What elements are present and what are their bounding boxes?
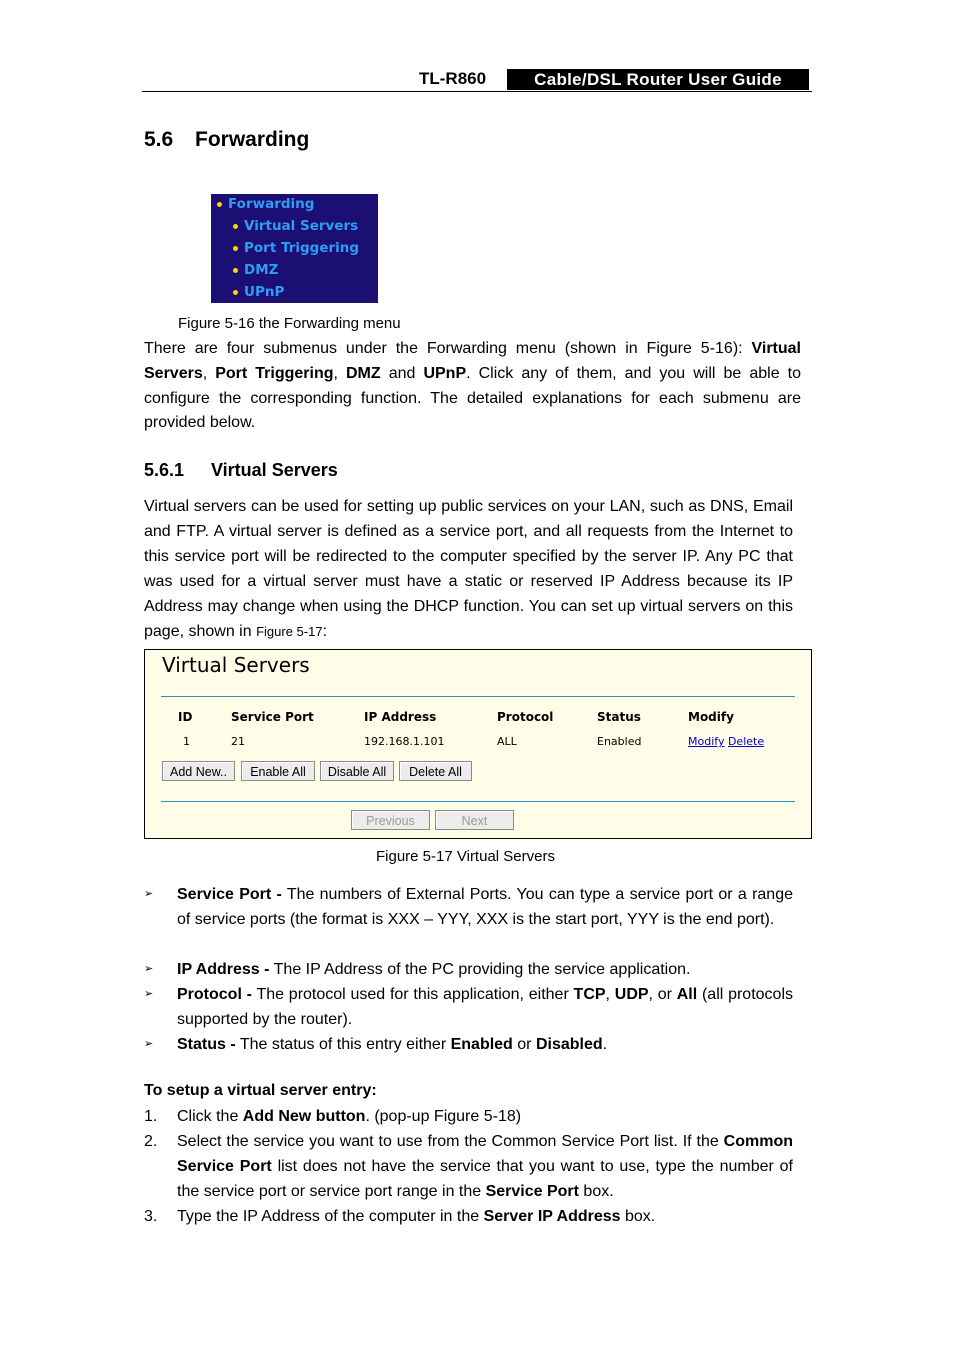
figure-reference: Figure 5-17	[256, 624, 323, 639]
bullet-ip-address	[177, 957, 793, 982]
bold-term: Service Port	[485, 1183, 579, 1200]
menu-item-forwarding[interactable]	[228, 194, 314, 214]
bullet-arrow-icon: ➢	[144, 988, 154, 1000]
col-header-id: ID	[178, 710, 193, 724]
modify-link[interactable]: Modify	[688, 735, 725, 748]
divider	[161, 696, 795, 697]
bold-term: All	[676, 986, 698, 1003]
text: , or	[648, 986, 677, 1003]
cell-protocol: ALL	[497, 735, 517, 748]
col-header-status: Status	[597, 710, 641, 724]
next-button[interactable]: Next	[435, 810, 514, 830]
cell-id: 1	[183, 735, 190, 748]
bullet-dot-icon	[217, 202, 222, 207]
step-number: 1.	[144, 1108, 158, 1125]
bullet-label: Status -	[177, 1036, 236, 1053]
col-header-modify: Modify	[688, 710, 734, 724]
bold-term: Common Service Port	[177, 1133, 793, 1175]
divider	[161, 801, 795, 802]
text: The protocol used for this application, either	[251, 986, 574, 1003]
disable-all-button[interactable]: Disable All	[320, 761, 394, 781]
col-header-service-port: Service Port	[231, 710, 314, 724]
bold-term: Virtual Servers	[144, 340, 801, 382]
text: and	[380, 364, 424, 382]
menu-item-dmz[interactable]	[244, 260, 278, 280]
bold-term: Server IP Address	[483, 1208, 621, 1225]
header-model: TL-R860	[419, 69, 487, 88]
figure-caption: Figure 5-17 Virtual Servers	[376, 848, 555, 865]
bold-term: Disabled	[535, 1036, 603, 1053]
text: Click the	[177, 1108, 243, 1125]
text: . Click any of them, and you will be able to configure the corresponding function. The detailed explanations for each submenu are provided below.	[144, 364, 801, 432]
delete-link[interactable]: Delete	[727, 735, 765, 748]
text: (all protocols supported by the router).	[177, 986, 793, 1028]
text: The numbers of External Ports. You can type a service port or a range of service ports (the format is XXX – YYY, XXX is the start port, YYY is the end port).	[177, 886, 794, 928]
text: There are four submenus under the Forwarding menu (shown in Figure 5-16):	[144, 340, 752, 357]
text: .	[602, 1036, 608, 1053]
bold-term: TCP	[573, 986, 606, 1003]
bullet-arrow-icon: ➢	[144, 963, 154, 975]
delete-all-button[interactable]: Delete All	[399, 761, 472, 781]
subsection-number: 5.6.1	[144, 460, 185, 480]
col-header-ip-address: IP Address	[364, 710, 437, 724]
header-guide-title: Cable/DSL Router User Guide	[507, 69, 809, 90]
cell-ip-address: 192.168.1.101	[364, 735, 445, 748]
text: ,	[202, 364, 216, 382]
bullet-arrow-icon: ➢	[144, 888, 154, 900]
bold-term: Add New button	[242, 1108, 366, 1125]
step-2	[177, 1129, 793, 1204]
bold-term: UPnP	[423, 364, 467, 382]
cell-service-port: 21	[231, 735, 245, 748]
menu-item-label: Virtual Servers	[244, 218, 359, 234]
text: :	[322, 623, 328, 640]
text: Type the IP Address of the computer in the	[177, 1208, 484, 1225]
bullet-protocol	[177, 982, 793, 1032]
bullet-label: IP Address -	[177, 961, 270, 978]
section-number: 5.6	[144, 128, 174, 151]
bold-term: UDP	[614, 986, 649, 1003]
forwarding-menu	[211, 194, 378, 303]
text: or	[512, 1036, 536, 1053]
step-3	[177, 1204, 793, 1229]
menu-item-virtual-servers[interactable]	[244, 216, 358, 236]
header-rule	[142, 91, 812, 92]
text: Virtual servers can be used for setting up public services on your LAN, such as DNS, Email and FTP. A virtual server is defined as a service port, and all requests from the Internet to this service port will be redirected to the computer specified by the server IP. Any PC that was used for a virtual server must have a static or reserved IP Address because its IP Address may change when using the DHCP function. You can set up virtual servers on this page, shown in	[144, 498, 793, 640]
step-number: 3.	[144, 1208, 158, 1225]
text: box.	[620, 1208, 656, 1225]
bullet-dot-icon	[233, 224, 238, 229]
menu-item-label: UPnP	[244, 284, 285, 300]
intro-paragraph	[144, 337, 801, 436]
text: ,	[605, 986, 615, 1003]
enable-all-button[interactable]: Enable All	[241, 761, 315, 781]
bold-term: Port Triggering	[215, 364, 334, 382]
section-title: Forwarding	[195, 128, 310, 151]
menu-item-label: Port Triggering	[244, 240, 360, 256]
add-new-button[interactable]: Add New..	[162, 761, 235, 781]
virtual-servers-panel	[144, 649, 812, 839]
text: The status of this entry either	[235, 1036, 451, 1053]
col-header-protocol: Protocol	[497, 710, 554, 724]
bullet-label: Protocol -	[177, 986, 252, 1003]
bullet-dot-icon	[233, 268, 238, 273]
step-number: 2.	[144, 1133, 158, 1150]
text: The IP Address of the PC providing the service application.	[269, 961, 691, 978]
bold-term: DMZ	[346, 364, 381, 382]
figure-caption: Figure 5-16 the Forwarding menu	[178, 315, 401, 332]
cell-status: Enabled	[597, 735, 642, 748]
cell-modify	[688, 735, 764, 749]
menu-item-port-triggering[interactable]	[244, 238, 359, 258]
text: box.	[578, 1183, 614, 1200]
subsection-title: Virtual Servers	[211, 460, 338, 480]
bullet-service-port	[177, 882, 793, 932]
setup-heading: To setup a virtual server entry:	[144, 1082, 377, 1099]
section-heading	[144, 126, 309, 154]
bullet-arrow-icon: ➢	[144, 1038, 154, 1050]
bullet-dot-icon	[233, 290, 238, 295]
text: ,	[333, 364, 346, 382]
bullet-dot-icon	[233, 246, 238, 251]
step-1	[177, 1104, 793, 1129]
bullet-label: Service Port -	[177, 886, 282, 903]
bullet-status	[177, 1032, 793, 1057]
menu-item-upnp[interactable]	[244, 282, 284, 302]
text: Select the service you want to use from the Common Service Port list. If the	[177, 1133, 724, 1150]
menu-item-label: DMZ	[244, 262, 279, 278]
text: list does not have the service that you want to use, type the number of the service port or service port range in the	[177, 1158, 793, 1200]
previous-button[interactable]: Previous	[351, 810, 430, 830]
subsection-heading	[144, 458, 338, 482]
panel-title: Virtual Servers	[162, 653, 310, 677]
text: . (pop-up Figure 5-18)	[365, 1108, 522, 1125]
virtual-servers-paragraph	[144, 494, 793, 644]
bold-term: Enabled	[450, 1036, 513, 1053]
menu-item-label: Forwarding	[228, 196, 315, 212]
